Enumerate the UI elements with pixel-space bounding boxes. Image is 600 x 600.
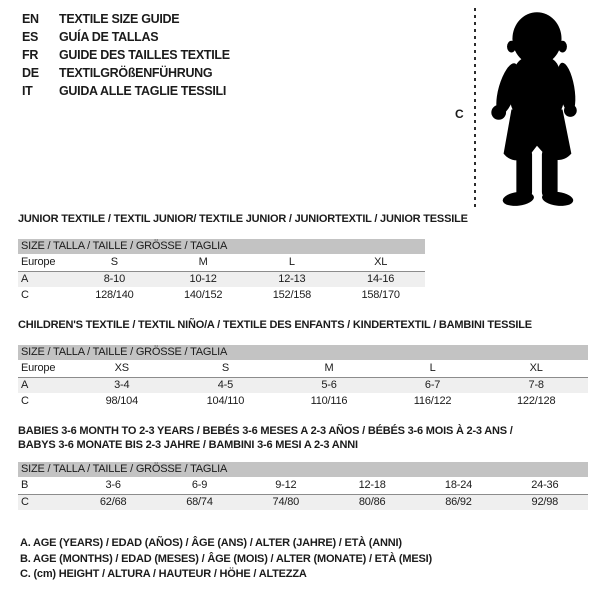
language-row bbox=[22, 64, 230, 82]
babies-table-title-line1: BABIES 3-6 MONTH TO 2-3 YEARS / BEBÉS 3-6 MESES A 2-3 AÑOS / BÉBÉS 3-6 MOIS À 2-3 ANS / bbox=[18, 425, 513, 437]
row-label: A bbox=[18, 377, 70, 393]
row-label: Europe bbox=[18, 360, 70, 377]
table-cell: 7-8 bbox=[484, 377, 588, 393]
table-row bbox=[18, 271, 425, 287]
table-cell: 110/116 bbox=[310, 395, 348, 407]
language-title: GUIDA ALLE TAGLIE TESSILI bbox=[59, 84, 227, 98]
junior-table-title: JUNIOR TEXTILE / TEXTIL JUNIOR/ TEXTILE JUNIOR / JUNIORTEXTIL / JUNIOR TESSILE bbox=[18, 213, 468, 225]
babies-table-title-line2: BABYS 3-6 MONATE BIS 2-3 JAHRE / BAMBINI 3-6 MESI A 2-3 ANNI bbox=[18, 439, 358, 451]
table-cell: 6-7 bbox=[381, 377, 485, 393]
table-cell: 158/170 bbox=[361, 289, 400, 301]
table-cell: S bbox=[70, 254, 159, 271]
height-measure-label: C bbox=[455, 107, 464, 121]
language-title: GUIDE DES TAILLES TEXTILE bbox=[59, 48, 230, 62]
table-cell: 3-6 bbox=[70, 477, 156, 494]
table-cell: 80/86 bbox=[329, 494, 415, 510]
table-cell: 12-18 bbox=[329, 477, 415, 494]
baby-silhouette-image bbox=[482, 7, 590, 209]
table-cell: 14-16 bbox=[336, 271, 425, 287]
row-label: B bbox=[18, 477, 70, 494]
language-row bbox=[22, 28, 230, 46]
table-cell: 12-13 bbox=[248, 271, 337, 287]
legend-age-months: B. AGE (MONTHS) / EDAD (MESES) / ÂGE (MOIS) / ALTER (MONATE) / ETÀ (MESI) bbox=[20, 552, 432, 565]
table-cell: 9-12 bbox=[243, 477, 329, 494]
language-list bbox=[22, 10, 230, 100]
babies-size-table bbox=[18, 477, 588, 510]
table-cell: 4-5 bbox=[174, 377, 278, 393]
language-row bbox=[22, 46, 230, 64]
table-cell: 62/68 bbox=[70, 494, 156, 510]
table-cell: 92/98 bbox=[502, 494, 588, 510]
table-cell: 128/140 bbox=[95, 289, 134, 301]
table-cell: XL bbox=[336, 254, 425, 271]
language-code: ES bbox=[22, 30, 39, 44]
table-cell: 104/110 bbox=[206, 395, 245, 407]
table-cell: 122/128 bbox=[517, 395, 556, 407]
table-cell: 3-4 bbox=[70, 377, 174, 393]
size-header-bar: SIZE / TALLA / TAILLE / GRÖSSE / TAGLIA bbox=[18, 345, 588, 360]
row-label: C bbox=[21, 289, 29, 301]
legend-height-cm: C. (cm) HEIGHT / ALTURA / HAUTEUR / HÖHE / ALTEZZA bbox=[20, 568, 307, 580]
table-row bbox=[18, 494, 588, 510]
table-cell: 18-24 bbox=[415, 477, 501, 494]
table-cell: L bbox=[381, 360, 485, 377]
table-cell: 98/104 bbox=[105, 395, 139, 407]
table-cell: L bbox=[248, 254, 337, 271]
size-header-bar: SIZE / TALLA / TAILLE / GRÖSSE / TAGLIA bbox=[18, 462, 588, 477]
language-row bbox=[22, 10, 230, 28]
table-row bbox=[18, 377, 588, 393]
table-cell: 10-12 bbox=[159, 271, 248, 287]
language-title: TEXTILGRÖßENFÜHRUNG bbox=[59, 66, 213, 80]
language-code: IT bbox=[22, 84, 33, 98]
height-measure-line bbox=[474, 8, 476, 209]
row-label: C bbox=[18, 494, 70, 510]
language-row bbox=[22, 82, 230, 100]
row-label: Europe bbox=[18, 254, 70, 271]
children-size-table-section bbox=[18, 318, 588, 409]
size-header-bar: SIZE / TALLA / TAILLE / GRÖSSE / TAGLIA bbox=[18, 239, 425, 254]
children-size-table bbox=[18, 360, 588, 409]
table-row bbox=[18, 393, 588, 409]
table-row bbox=[18, 287, 425, 303]
table-cell: XS bbox=[70, 360, 174, 377]
table-cell: XL bbox=[484, 360, 588, 377]
table-cell: 68/74 bbox=[156, 494, 242, 510]
table-row bbox=[18, 360, 588, 377]
table-cell: 24-36 bbox=[502, 477, 588, 494]
table-cell: 6-9 bbox=[156, 477, 242, 494]
language-code: DE bbox=[22, 66, 39, 80]
language-title: GUÍA DE TALLAS bbox=[59, 30, 159, 44]
table-row bbox=[18, 477, 588, 494]
table-cell: 140/152 bbox=[183, 289, 223, 301]
row-label: C bbox=[21, 395, 29, 407]
children-table-title: CHILDREN'S TEXTILE / TEXTIL NIÑO/A / TEXTILE DES ENFANTS / KINDERTEXTIL / BAMBINI TESSILE bbox=[18, 319, 532, 331]
junior-size-table bbox=[18, 254, 425, 303]
table-cell: 86/92 bbox=[415, 494, 501, 510]
table-cell: S bbox=[174, 360, 278, 377]
legend-age-years: A. AGE (YEARS) / EDAD (AÑOS) / ÂGE (ANS) / ALTER (JAHRE) / ETÀ (ANNI) bbox=[20, 537, 402, 549]
language-title: TEXTILE SIZE GUIDE bbox=[59, 12, 180, 26]
table-cell: M bbox=[159, 254, 248, 271]
table-cell: 74/80 bbox=[243, 494, 329, 510]
table-cell: 5-6 bbox=[277, 377, 381, 393]
table-cell: 116/122 bbox=[413, 395, 452, 407]
babies-size-table-section bbox=[18, 424, 588, 510]
table-row bbox=[18, 254, 425, 271]
junior-size-table-section bbox=[18, 212, 468, 303]
language-code: EN bbox=[22, 12, 39, 26]
table-cell: M bbox=[277, 360, 381, 377]
row-label: A bbox=[18, 271, 70, 287]
measure-legend bbox=[20, 536, 432, 583]
language-code: FR bbox=[22, 48, 39, 62]
table-cell: 152/158 bbox=[272, 289, 312, 301]
table-cell: 8-10 bbox=[70, 271, 159, 287]
